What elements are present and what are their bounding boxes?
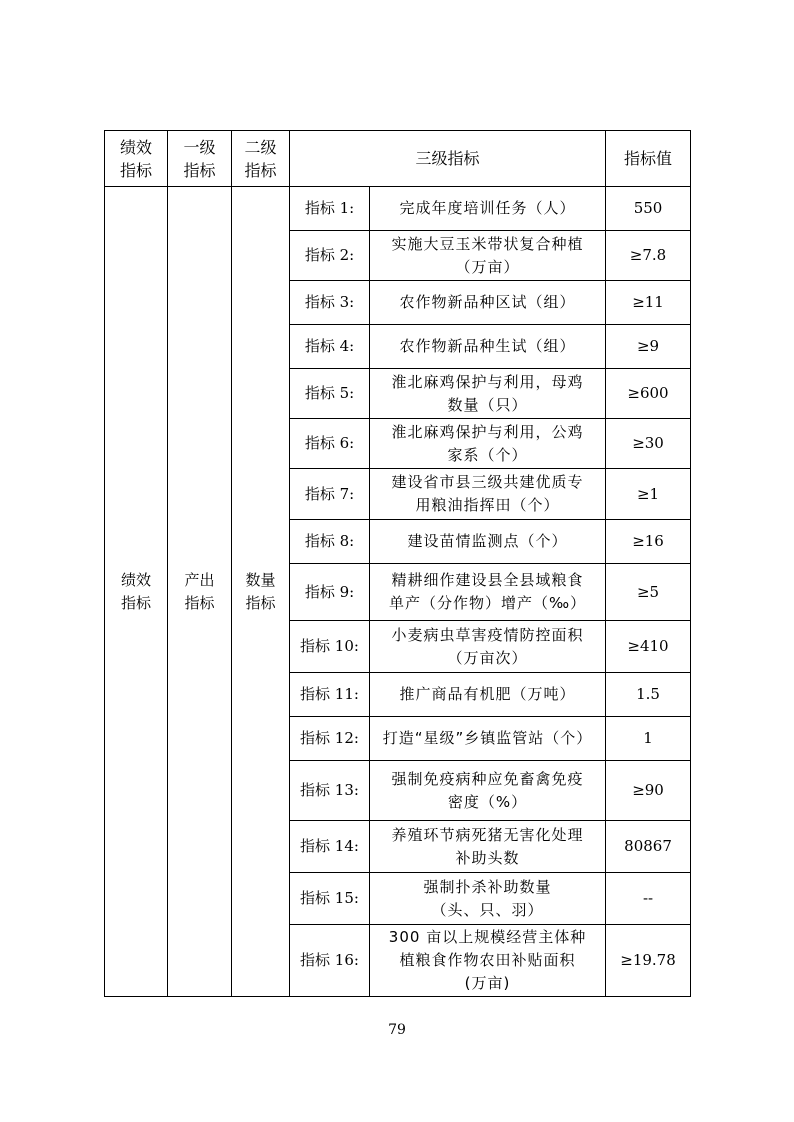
indicator-description xyxy=(370,564,606,621)
description-line: 强制扑杀补助数量 xyxy=(423,877,552,896)
indicator-label: 指标 8: xyxy=(290,520,370,564)
indicator-label: 指标 11: xyxy=(290,673,370,717)
indicator-description xyxy=(370,520,606,564)
description-line: 300 亩以上规模经营主体种 xyxy=(388,928,587,946)
description-line: 用粮油指挥田（个） xyxy=(415,496,560,514)
description-line: 强制免疫病种应免畜禽免疫 xyxy=(391,769,584,788)
description-line: 推广商品有机肥（万吨） xyxy=(399,685,576,703)
merged-level1-indicator xyxy=(168,187,232,997)
indicator-description xyxy=(370,281,606,325)
indicator-value: ≥30 xyxy=(606,419,691,469)
indicator-value: ≥600 xyxy=(606,369,691,419)
indicator-label: 指标 7: xyxy=(290,469,370,520)
indicator-description xyxy=(370,821,606,873)
indicator-label: 指标 9: xyxy=(290,564,370,621)
indicator-value: ≥9 xyxy=(606,325,691,369)
indicator-description xyxy=(370,187,606,231)
indicator-label: 指标 15: xyxy=(290,873,370,925)
indicator-description xyxy=(370,419,606,469)
header-level1-indicator: 一级 指标 xyxy=(168,131,232,187)
merged-label-line: 指标 xyxy=(120,593,151,612)
indicator-value: -- xyxy=(606,873,691,925)
indicator-description xyxy=(370,761,606,821)
table-row xyxy=(105,187,691,231)
page-number: 79 xyxy=(388,1022,406,1038)
merged-label-line: 绩效 xyxy=(120,570,151,589)
indicator-value: ≥1 xyxy=(606,469,691,520)
indicator-label: 指标 2: xyxy=(290,231,370,281)
description-line: 家系（个） xyxy=(447,445,528,464)
description-line: 淮北麻鸡保护与利用，母鸡 xyxy=(391,372,584,391)
indicator-description xyxy=(370,469,606,520)
indicator-value: ≥7.8 xyxy=(606,231,691,281)
merged-label-line: 数量 xyxy=(245,570,276,589)
table-body xyxy=(105,187,691,997)
indicator-description xyxy=(370,325,606,369)
indicator-label: 指标 14: xyxy=(290,821,370,873)
indicator-description xyxy=(370,369,606,419)
indicator-label: 指标 16: xyxy=(290,925,370,997)
indicator-label: 指标 1: xyxy=(290,187,370,231)
description-line: (万亩) xyxy=(464,974,511,992)
indicator-value: ≥5 xyxy=(606,564,691,621)
indicator-description xyxy=(370,673,606,717)
indicator-label: 指标 3: xyxy=(290,281,370,325)
header-performance-indicator: 绩效 指标 xyxy=(105,131,168,187)
header-level2-indicator: 二级 指标 xyxy=(232,131,290,187)
indicator-value: ≥11 xyxy=(606,281,691,325)
description-line: （万亩次） xyxy=(447,648,528,667)
description-line: 打造“星级”乡镇监管站（个） xyxy=(382,729,593,747)
indicator-label: 指标 12: xyxy=(290,717,370,761)
indicator-label: 指标 4: xyxy=(290,325,370,369)
indicator-value: ≥19.78 xyxy=(606,925,691,997)
description-line: （万亩） xyxy=(455,257,520,276)
indicator-value: 1 xyxy=(606,717,691,761)
description-line: 密度（%） xyxy=(447,792,528,811)
header-indicator-value: 指标值 xyxy=(606,131,691,187)
description-line: 补助头数 xyxy=(455,848,520,867)
header-level3-indicator: 三级指标 xyxy=(290,131,606,187)
indicator-description xyxy=(370,717,606,761)
table-header-row xyxy=(105,131,691,187)
description-line: 植粮食作物农田补贴面积 xyxy=(399,951,576,969)
indicator-description xyxy=(370,231,606,281)
description-line: 精耕细作建设县全县域粮食 xyxy=(391,571,584,589)
indicator-description xyxy=(370,925,606,997)
merged-label-line: 指标 xyxy=(184,593,215,612)
description-line: 农作物新品种区试（组） xyxy=(399,293,576,311)
indicator-value: ≥410 xyxy=(606,621,691,673)
description-line: 建设苗情监测点（个） xyxy=(407,532,568,550)
indicator-label: 指标 10: xyxy=(290,621,370,673)
indicator-description xyxy=(370,621,606,673)
indicator-value: ≥16 xyxy=(606,520,691,564)
performance-indicator-table xyxy=(104,130,691,997)
description-line: 淮北麻鸡保护与利用，公鸡 xyxy=(391,422,584,441)
indicator-description xyxy=(370,873,606,925)
indicator-value: 80867 xyxy=(606,821,691,873)
indicator-label: 指标 6: xyxy=(290,419,370,469)
merged-label-line: 指标 xyxy=(245,593,276,612)
indicator-value: 1.5 xyxy=(606,673,691,717)
description-line: 单产（分作物）增产（‰） xyxy=(388,594,587,612)
description-line: 养殖环节病死猪无害化处理 xyxy=(391,825,584,844)
description-line: 完成年度培训任务（人） xyxy=(399,199,576,217)
description-line: （头、只、羽） xyxy=(431,900,544,919)
description-line: 数量（只） xyxy=(447,395,528,414)
indicator-label: 指标 5: xyxy=(290,369,370,419)
description-line: 农作物新品种生试（组） xyxy=(399,337,576,355)
indicator-value: ≥90 xyxy=(606,761,691,821)
description-line: 小麦病虫草害疫情防控面积 xyxy=(391,625,584,644)
merged-label-line: 产出 xyxy=(184,570,215,589)
description-line: 建设省市县三级共建优质专 xyxy=(391,473,584,491)
merged-performance-indicator xyxy=(105,187,168,997)
indicator-label: 指标 13: xyxy=(290,761,370,821)
indicator-value: 550 xyxy=(606,187,691,231)
description-line: 实施大豆玉米带状复合种植 xyxy=(391,234,584,253)
merged-level2-indicator xyxy=(232,187,290,997)
